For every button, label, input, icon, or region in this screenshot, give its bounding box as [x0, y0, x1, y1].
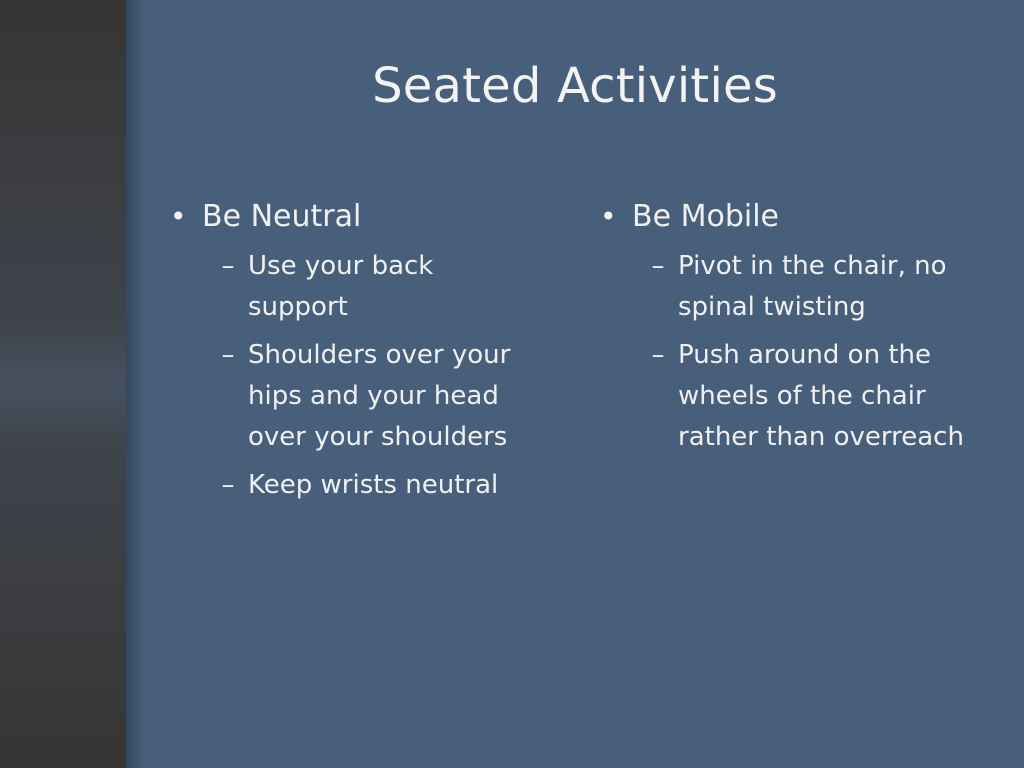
list-item	[598, 335, 968, 458]
right-content-column	[598, 196, 968, 465]
sub-bullet-text: Keep wrists neutral	[248, 470, 499, 500]
right-main-bullet	[598, 196, 968, 238]
sub-bullet-text: Pivot in the chair, no spinal twisting	[678, 251, 947, 322]
right-bullet-heading: Be Mobile	[632, 199, 779, 234]
left-sub-bullet-list	[168, 246, 538, 506]
list-item	[168, 465, 538, 506]
bullet-icon: •	[170, 200, 187, 233]
dash-icon: –	[221, 470, 235, 500]
list-item	[168, 335, 538, 458]
right-sub-bullet-list	[598, 246, 968, 458]
list-item	[598, 246, 968, 328]
dash-icon: –	[651, 340, 665, 370]
sub-bullet-text: Shoulders over your hips and your head over your shoulders	[248, 340, 511, 452]
sub-bullet-text: Push around on the wheels of the chair rather than overreach	[678, 340, 964, 452]
slide-content	[126, 0, 1024, 768]
left-main-bullet	[168, 196, 538, 238]
left-bullet-heading: Be Neutral	[202, 199, 362, 234]
dash-icon: –	[221, 340, 235, 370]
dash-icon: –	[651, 251, 665, 281]
slide-title: Seated Activities	[372, 58, 778, 114]
dash-icon: –	[221, 251, 235, 281]
decorative-side-strip	[0, 0, 126, 768]
left-content-column	[168, 196, 538, 513]
bullet-icon: •	[600, 200, 617, 233]
list-item	[168, 246, 538, 328]
sub-bullet-text: Use your back support	[248, 251, 434, 322]
